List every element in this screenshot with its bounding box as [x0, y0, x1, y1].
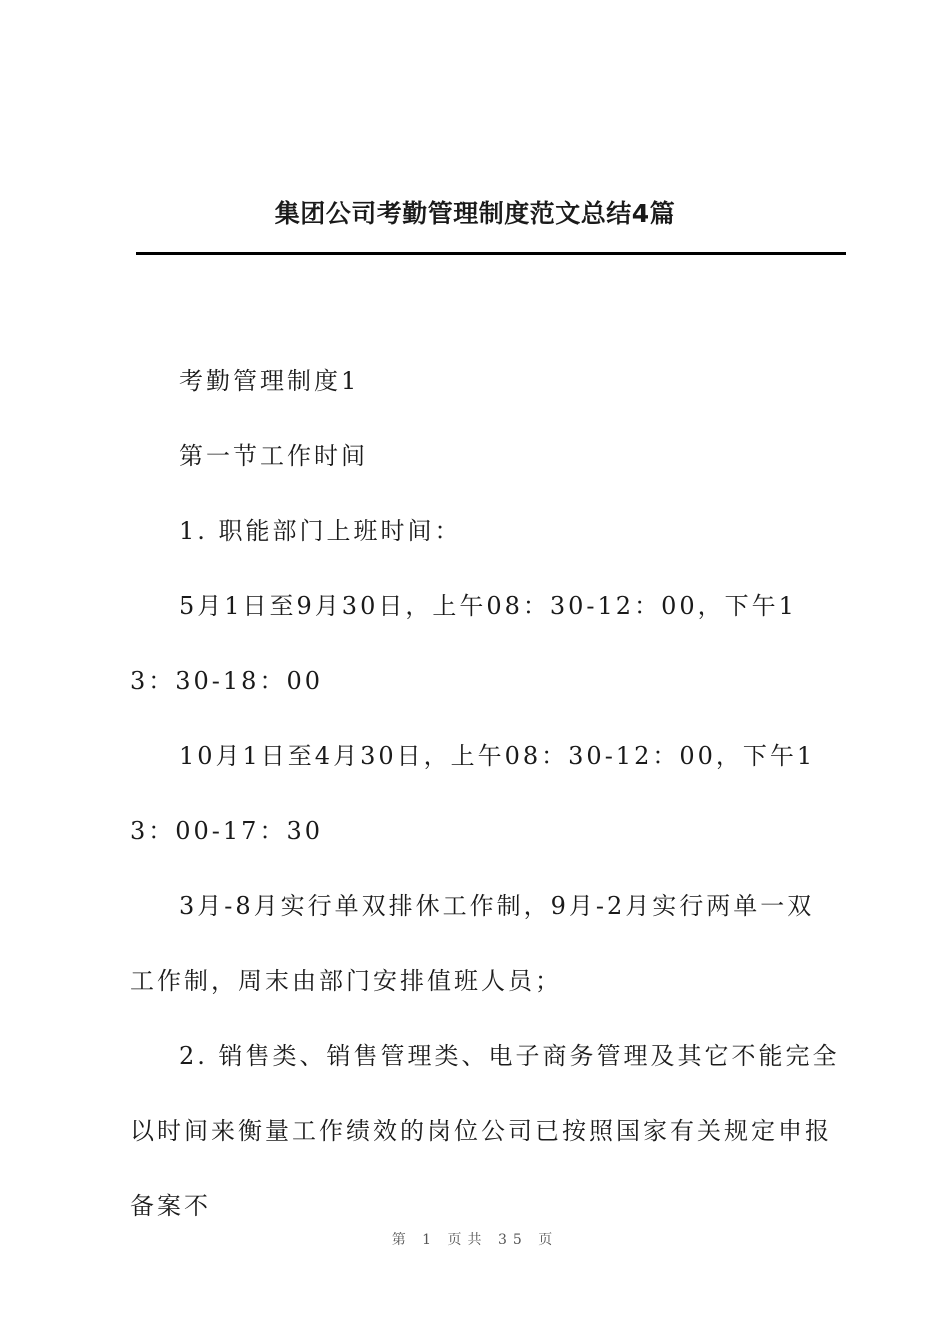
page-number-footer: 第 1 页共 35 页 [391, 1232, 559, 1248]
paragraph-section-title: 第一节工作时间 [179, 442, 368, 470]
document-body [130, 344, 840, 1244]
document-title: 集团公司考勤管理制度范文总结4篇 [274, 199, 676, 228]
paragraph-winter-hours: 10月1日至4月30日，上午08：30-12：00，下午13：00-17：30 [130, 742, 816, 845]
title-divider [136, 252, 846, 255]
paragraph-summer-hours: 5月1日至9月30日，上午08：30-12：00，下午13：30-18：00 [130, 592, 797, 695]
paragraph-heading: 考勤管理制度1 [179, 367, 360, 395]
paragraph-item-2: 2. 销售类、销售管理类、电子商务管理及其它不能完全以时间来衡量工作绩效的岗位公司已按照国家有关规定申报备案不 [130, 1042, 840, 1220]
paragraph-rest-schedule: 3月-8月实行单双排休工作制，9月-2月实行两单一双工作制，周末由部门安排值班人员； [130, 892, 815, 995]
paragraph-item-1: 1. 职能部门上班时间： [179, 517, 462, 545]
